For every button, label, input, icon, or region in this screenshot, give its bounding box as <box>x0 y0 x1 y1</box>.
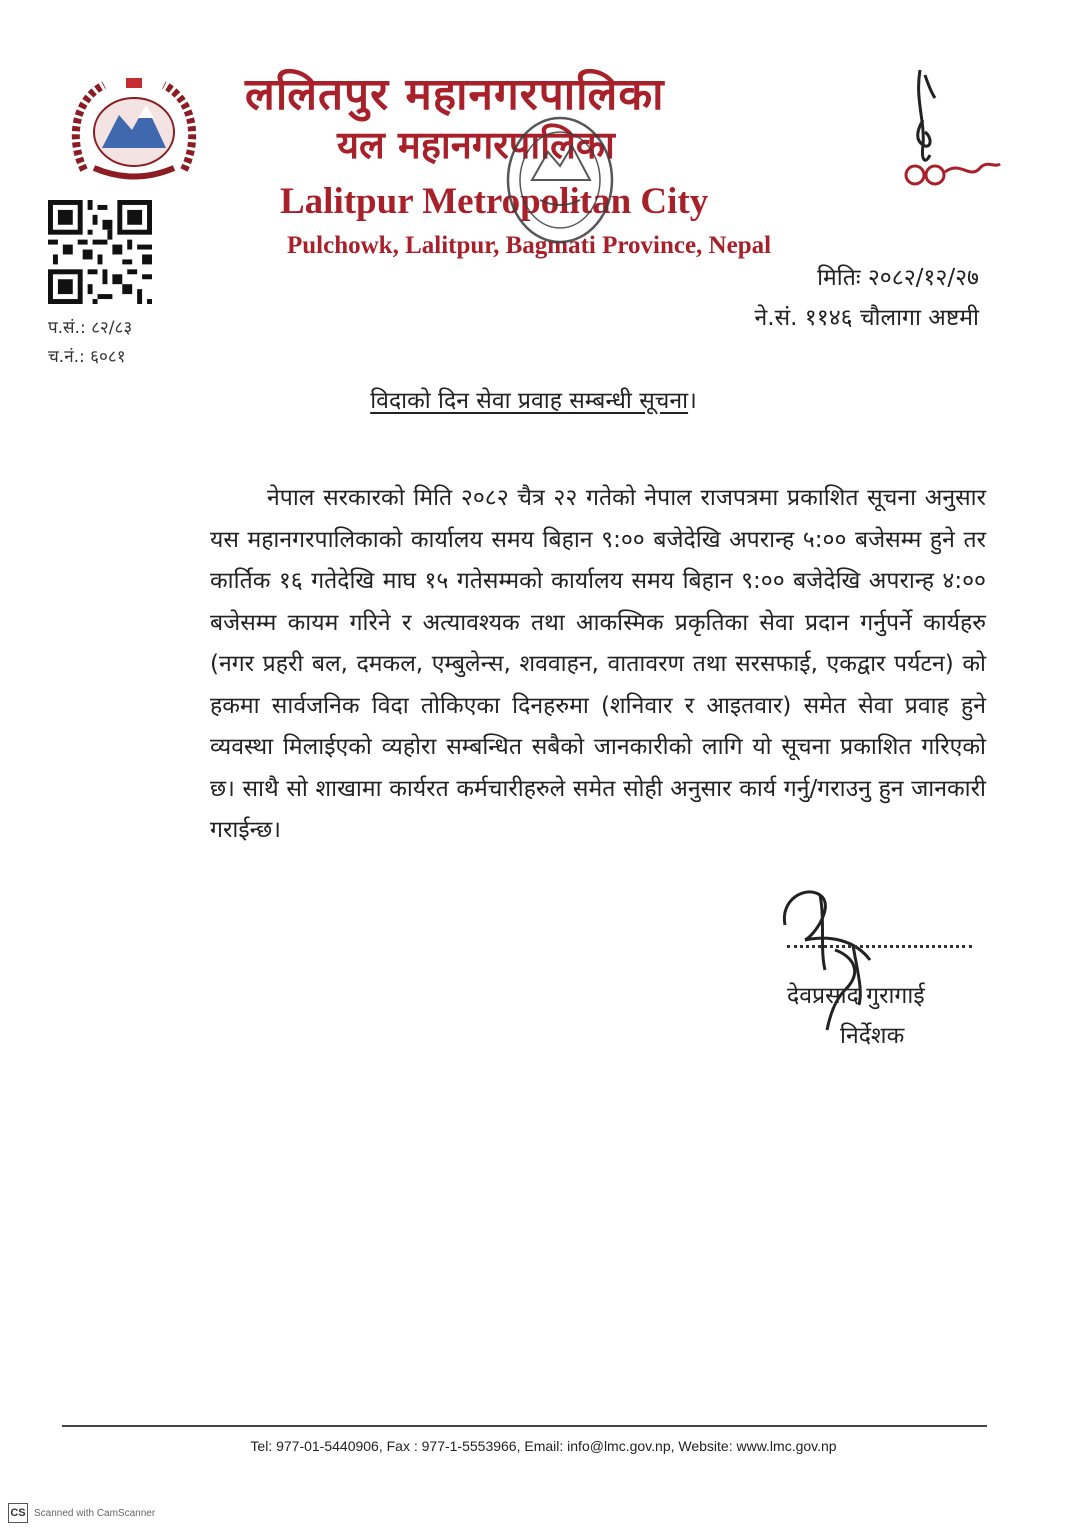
qr-code-icon <box>48 200 152 304</box>
camscanner-text: Scanned with CamScanner <box>34 1507 156 1519</box>
body-paragraph: नेपाल सरकारको मिति २०८२ चैत्र २२ गतेको नेपाल राजपत्रमा प्रकाशित सूचना अनुसार यस महानगरपालिकाको कार्यालय समय बिहान ९:०० बजेदेखि अपरान्ह ५:०० बजेसम्म हुने तर कार्तिक १६ गतेदेखि माघ १५ गतेसम्मको कार्यालय समय बिहान ९:०० बजेदेखि अपरान्ह ४:०० बजेसम्म कायम गरिने र अत्यावश्यक तथा आकस्मिक प्रकृतिका सेवा प्रदान गर्नुपर्ने कार्यहरु (नगर प्रहरी बल, दमकल, एम्बुलेन्स, शववाहन, वातावरण तथा सरसफाई, एकद्वार पर्यटन) को हकमा सार्वजनिक विदा तोकिएका दिनहरुमा (शनिवार र आइतवार) समेत सेवा प्रवाह हुने व्यवस्था मिलाईएको व्यहोरा सम्बन्धित सबैको जानकारीको लागि यो सूचना प्रकाशित गरिएको छ। साथै सो शाखामा कार्यरत कर्मचारीहरुले समेत सोही अनुसार कार्य गर्नु/गराउनु हुन जानकारी गराईन्छ। <box>210 485 986 843</box>
miti-date: मितिः २०८२/१२/२७ <box>817 265 979 291</box>
letter-body <box>210 478 986 852</box>
footer-contact: Tel: 977-01-5440906, Fax : 977-1-5553966, Email: info@lmc.gov.np, Website: www.lmc.gov.np <box>250 1438 837 1454</box>
nepal-sambat-date: ने.सं. ११४६ चौलागा अष्टमी <box>754 305 979 331</box>
letterhead-title-english: Lalitpur Metropolitan City <box>280 181 709 222</box>
footer-divider <box>62 1425 987 1427</box>
nepal-emblem-icon <box>64 70 204 190</box>
chalani-number: च.नं.: ६०८१ <box>48 347 126 367</box>
subject-line <box>0 383 1067 415</box>
signatory-designation: निर्देशक <box>840 1023 905 1049</box>
camscanner-logo-icon: CS <box>8 1503 28 1523</box>
signature-dotted-line <box>787 945 972 948</box>
subject-end-mark: । <box>688 388 697 414</box>
letterhead-address: Pulchowk, Lalitpur, Bagmati Province, Nepal <box>287 232 772 259</box>
patra-sankhya: प.सं.: ८२/८३ <box>48 318 133 338</box>
signatory-name: देवप्रसाद गुरागाई <box>787 983 925 1009</box>
scissors-mark-icon <box>895 60 1005 200</box>
letterhead-title-newari: यल महानगरपालिका <box>337 122 615 167</box>
letterhead-title-nepali: ललितपुर महानगरपालिका <box>245 69 665 120</box>
handwritten-signature-icon <box>775 880 895 1040</box>
camscanner-watermark <box>8 1503 155 1523</box>
subject-text: विदाको दिन सेवा प्रवाह सम्बन्धी सूचना <box>370 388 689 414</box>
office-stamp-icon <box>500 110 620 250</box>
